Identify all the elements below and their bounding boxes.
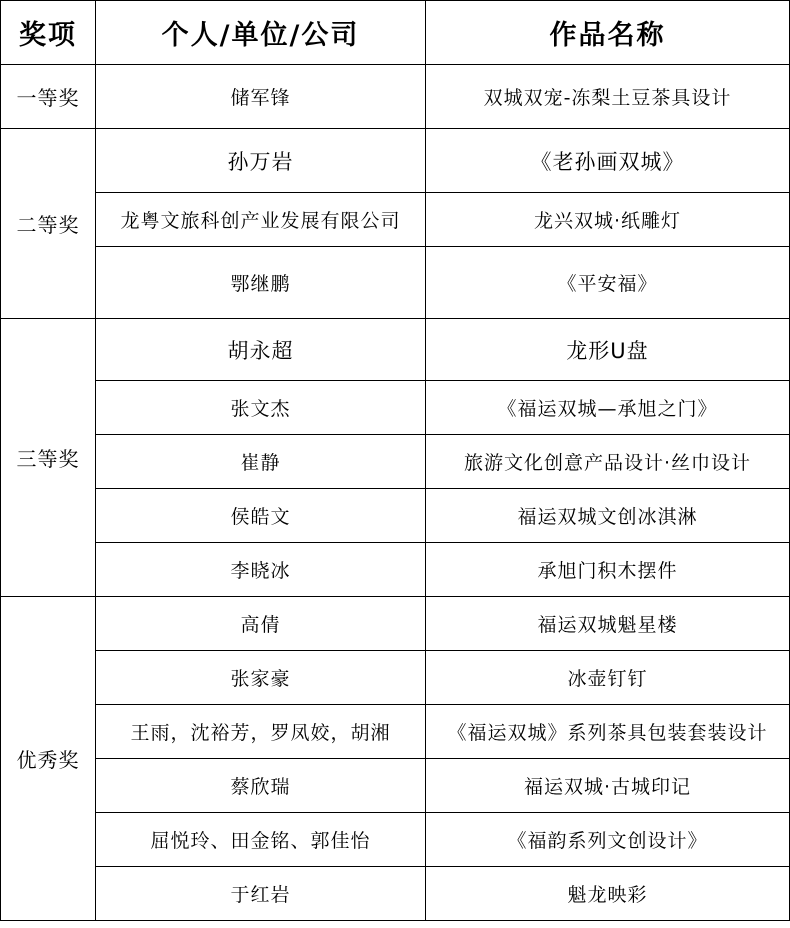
table-row	[1, 193, 790, 247]
entrant-cell: 蔡欣瑞	[96, 759, 426, 813]
work-cell: 旅游文化创意产品设计·丝巾设计	[426, 435, 790, 489]
work-cell: 《福韵系列文创设计》	[426, 813, 790, 867]
entrant-cell: 屈悦玲、田金铭、郭佳怡	[96, 813, 426, 867]
entrant-cell: 张文杰	[96, 381, 426, 435]
work-cell: 福运双城魁星楼	[426, 597, 790, 651]
entrant-cell: 龙粤文旅科创产业发展有限公司	[96, 193, 426, 247]
work-cell: 魁龙映彩	[426, 867, 790, 921]
table-row	[1, 867, 790, 921]
header-entrant: 个人/单位/公司	[96, 1, 426, 65]
table-row	[1, 319, 790, 381]
table-row	[1, 489, 790, 543]
table-row	[1, 381, 790, 435]
table-row	[1, 759, 790, 813]
award-second: 二等奖	[1, 129, 96, 319]
award-excellence: 优秀奖	[1, 597, 96, 921]
work-cell: 龙形U盘	[426, 319, 790, 381]
entrant-cell: 崔静	[96, 435, 426, 489]
work-cell: 《平安福》	[426, 247, 790, 319]
entrant-cell: 储军锋	[96, 65, 426, 129]
entrant-cell: 张家豪	[96, 651, 426, 705]
award-first: 一等奖	[1, 65, 96, 129]
entrant-cell: 胡永超	[96, 319, 426, 381]
entrant-cell: 孙万岩	[96, 129, 426, 193]
entrant-cell: 王雨，沈裕芳，罗凤姣，胡湘	[96, 705, 426, 759]
header-row	[1, 1, 790, 65]
header-work: 作品名称	[426, 1, 790, 65]
table-row	[1, 247, 790, 319]
entrant-cell: 鄂继鹏	[96, 247, 426, 319]
table-row	[1, 651, 790, 705]
work-cell: 双城双宠-冻梨土豆茶具设计	[426, 65, 790, 129]
table-row	[1, 65, 790, 129]
entrant-cell: 侯皓文	[96, 489, 426, 543]
entrant-cell: 李晓冰	[96, 543, 426, 597]
work-cell: 承旭门积木摆件	[426, 543, 790, 597]
table-row	[1, 597, 790, 651]
table-row	[1, 435, 790, 489]
work-cell: 《福运双城》系列茶具包装套装设计	[426, 705, 790, 759]
work-cell: 《老孙画双城》	[426, 129, 790, 193]
work-cell: 龙兴双城·纸雕灯	[426, 193, 790, 247]
table-row	[1, 543, 790, 597]
table-row	[1, 813, 790, 867]
table-row	[1, 129, 790, 193]
work-cell: 冰壶钉钉	[426, 651, 790, 705]
entrant-cell: 高倩	[96, 597, 426, 651]
work-cell: 福运双城·古城印记	[426, 759, 790, 813]
award-third: 三等奖	[1, 319, 96, 597]
work-cell: 《福运双城—承旭之门》	[426, 381, 790, 435]
table-row	[1, 705, 790, 759]
header-award: 奖项	[1, 1, 96, 65]
entrant-cell: 于红岩	[96, 867, 426, 921]
work-cell: 福运双城文创冰淇淋	[426, 489, 790, 543]
